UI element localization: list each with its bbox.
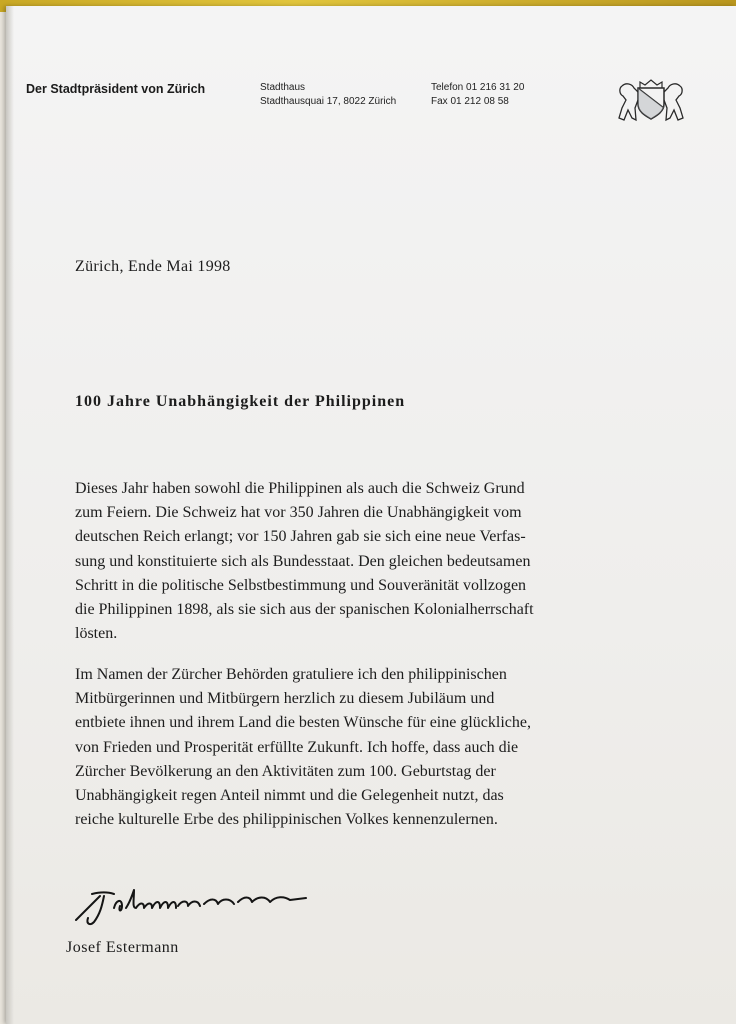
fax-line: Fax 01 212 08 58	[431, 96, 509, 107]
text-line: die Philippinen 1898, als sie sich aus der spanischen Kolonialherrschaft	[75, 601, 534, 619]
address-line: Stadthaus	[260, 82, 306, 93]
address-line: Stadthausquai 17, 8022 Zürich	[260, 96, 397, 107]
signer-name: Josef Estermann	[66, 939, 179, 956]
text-line: zum Feiern. Die Schweiz hat vor 350 Jahren die Unabhängigkeit vom	[75, 504, 522, 522]
text-line: von Frieden und Prosperität erfüllte Zukunft. Ich hoffe, dass auch die	[75, 738, 519, 756]
handwritten-signature	[70, 882, 320, 932]
text-line: deutschen Reich erlangt; vor 150 Jahren gab sie sich eine neue Verfas-	[75, 528, 526, 546]
letter-date: Zürich, Ende Mai 1998	[75, 258, 231, 275]
zurich-coat-of-arms-icon	[616, 78, 686, 124]
page-edge-shadow	[6, 6, 14, 1024]
text-line: sung und konstituierte sich als Bundesstaat. Den gleichen bedeutsamen	[75, 552, 531, 570]
text-line: lösten.	[75, 625, 118, 643]
letterhead-sender: Der Stadtpräsident von Zürich	[26, 82, 206, 96]
letterhead-address	[260, 81, 396, 109]
text-line: Zürcher Bevölkerung an den Aktivitäten zum 100. Geburtstag der	[75, 762, 496, 780]
text-line: entbiete ihnen und ihrem Land die besten Wünsche für eine glückliche,	[75, 714, 531, 732]
text-line: Dieses Jahr haben sowohl die Philippinen als auch die Schweiz Grund	[75, 480, 525, 497]
body-paragraph-2	[75, 663, 531, 832]
text-line: Mitbürgerinnen und Mitbürgern herzlich zu diesem Jubiläum und	[75, 690, 495, 708]
letter-subject: 100 Jahre Unabhängigkeit der Philippinen	[75, 393, 406, 410]
text-line: Unabhängigkeit regen Anteil nimmt und die Gelegenheit nutzt, das	[75, 787, 504, 805]
text-line: Im Namen der Zürcher Behörden gratuliere ich den philippinischen	[75, 666, 507, 683]
phone-line: Telefon 01 216 31 20	[431, 82, 525, 93]
text-line: Schritt in die politische Selbstbestimmung und Souveränität vollzogen	[75, 576, 527, 594]
letterhead-contact	[431, 81, 524, 109]
body-paragraph-1	[75, 477, 534, 646]
text-line: reiche kulturelle Erbe des philippinischen Volkes kennenzulernen.	[75, 811, 498, 829]
